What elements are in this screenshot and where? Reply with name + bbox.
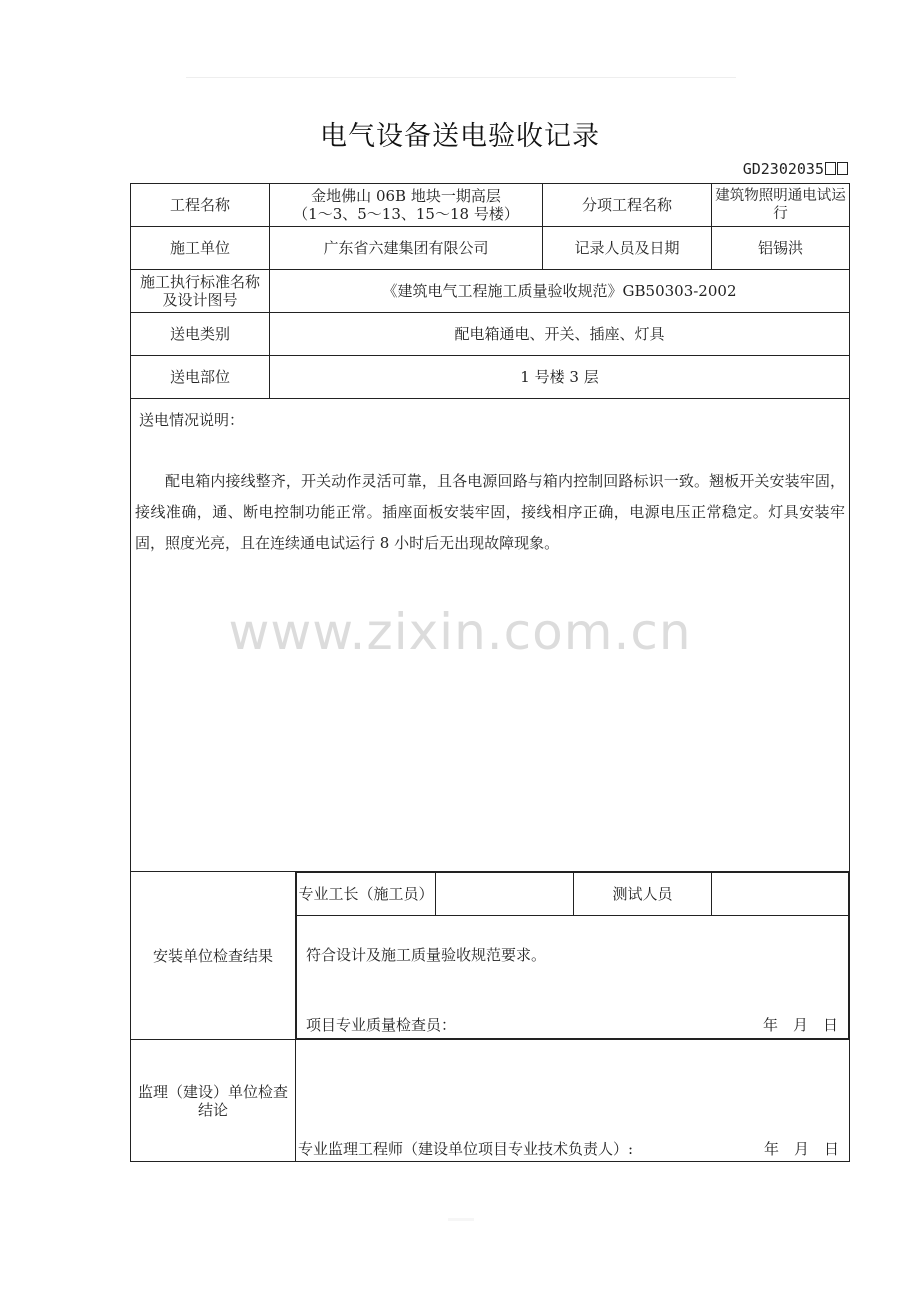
row-install-check [131, 872, 850, 1040]
location-label: 送电部位 [131, 356, 270, 399]
page-title: 电气设备送电验收记录 [320, 121, 600, 152]
footer-mark [448, 1218, 474, 1221]
location-value: 1 号楼 3 层 [270, 356, 850, 399]
row-power-type [131, 313, 850, 356]
description-text: 配电箱内接线整齐，开关动作灵活可靠，且各电源回路与箱内控制回路标识一致。翘板开关安装牢固，接线准确，通、断电控制功能正常。插座面板安装牢固，接线相序正确，电源电压正常稳定。灯具安装牢固，照度光亮，且在连续通电试运行 8 小时后无出现故障现象。 [135, 472, 846, 552]
supervision-cell [296, 1040, 850, 1162]
supervision-date: 年 月 日 [764, 1140, 840, 1158]
install-conclusion: 符合设计及施工质量验收规范要求。 [306, 946, 547, 964]
project-name-line1: 金地佛山 06B 地块一期高层 [311, 187, 501, 205]
foreman-value [436, 873, 574, 916]
recorder-value: 铝锡洪 [712, 227, 850, 270]
row-standard [131, 270, 850, 313]
standard-label-line1: 施工执行标准名称 [139, 273, 260, 291]
description-label: 送电情况说明： [139, 411, 245, 429]
install-check-grid [296, 872, 849, 1039]
supervision-label-line2: 结论 [197, 1100, 228, 1119]
row-project [131, 184, 850, 227]
code-box-2 [837, 162, 848, 175]
project-name-label: 工程名称 [131, 184, 270, 227]
power-type-label: 送电类别 [131, 313, 270, 356]
code-box-1 [825, 162, 836, 175]
subitem-label: 分项工程名称 [543, 184, 712, 227]
inspector-label: 项目专业质量检查员： [306, 1016, 457, 1034]
standard-value: 《建筑电气工程施工质量验收规范》GB50303-2002 [270, 270, 850, 313]
foreman-label: 专业工长（施工员） [297, 873, 436, 916]
tester-label: 测试人员 [574, 873, 712, 916]
install-check-label: 安装单位检查结果 [131, 872, 296, 1040]
standard-label-line2: 及设计图号 [162, 291, 238, 309]
form-code-text: GD2302035 [742, 160, 824, 178]
row-supervision [131, 1040, 850, 1162]
form-code [743, 160, 848, 178]
contractor-value: 广东省六建集团有限公司 [270, 227, 543, 270]
install-check-cell [296, 872, 850, 1040]
subitem-value: 建筑物照明通电试运行 [712, 184, 850, 227]
recorder-label: 记录人员及日期 [543, 227, 712, 270]
supervision-label [131, 1040, 296, 1162]
project-name-line2: （1～3、5～13、15～18 号楼） [293, 205, 519, 223]
watermark: www.zixin.com.cn [228, 603, 692, 661]
supervision-label-line1: 监理（建设）单位检查 [137, 1082, 288, 1101]
inspector-date: 年 月 日 [763, 1016, 839, 1034]
tester-value [712, 873, 849, 916]
contractor-label: 施工单位 [131, 227, 270, 270]
standard-label [131, 270, 270, 313]
record-form [130, 183, 850, 1162]
power-type-value: 配电箱通电、开关、插座、灯具 [270, 313, 850, 356]
header-rule [186, 77, 736, 78]
install-conclusion-area [297, 916, 849, 1039]
row-location [131, 356, 850, 399]
engineer-label: 专业监理工程师（建设单位项目专业技术负责人）: [298, 1140, 634, 1158]
row-contractor [131, 227, 850, 270]
project-name-cell [270, 184, 543, 227]
